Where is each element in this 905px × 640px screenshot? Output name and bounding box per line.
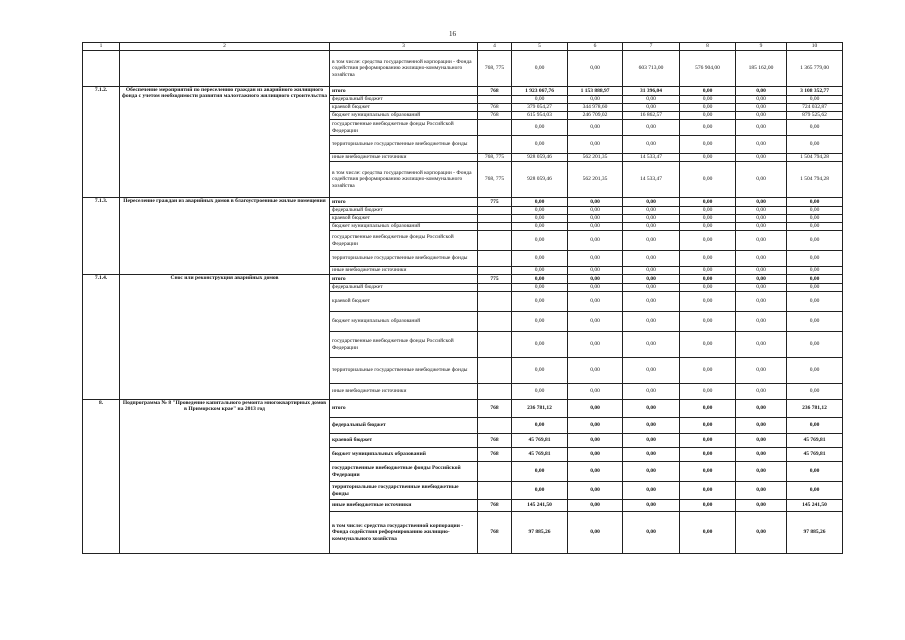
funding-source: краевой бюджет xyxy=(330,434,478,448)
year-value: 562 201,35 xyxy=(568,154,623,162)
grbs-code: 768, 775 xyxy=(478,162,512,198)
section-title: Обеспечение мероприятий по переселению граждан из аварийного жилищного фонда с учетом необходимости развития малоэтажного жилищного строительства xyxy=(120,87,330,198)
year-value: 0,00 xyxy=(568,267,623,275)
year-value: 0,00 xyxy=(568,312,623,332)
funding-source: иные внебюджетные источники xyxy=(330,267,478,275)
year-value: 0,00 xyxy=(736,223,787,231)
grbs-code xyxy=(478,284,512,292)
section-number: 7.1.4. xyxy=(83,275,120,400)
year-value: 562 201,35 xyxy=(568,162,623,198)
table-row xyxy=(83,400,843,418)
funding-source: краевой бюджет xyxy=(330,215,478,223)
table-row xyxy=(83,51,843,87)
funding-source: краевой бюджет xyxy=(330,292,478,312)
section-title xyxy=(120,51,330,87)
funding-source: бюджет муниципальных образований xyxy=(330,448,478,462)
grbs-code xyxy=(478,96,512,104)
year-value: 0,00 xyxy=(680,284,736,292)
year-value: 0,00 xyxy=(680,136,736,154)
year-value: 0,00 xyxy=(512,284,568,292)
total-value: 45 769,81 xyxy=(787,434,843,448)
section-number: 7.1.2. xyxy=(83,87,120,198)
funding-source: федеральный бюджет xyxy=(330,284,478,292)
year-value: 0,00 xyxy=(568,384,623,400)
year-value: 0,00 xyxy=(736,104,787,112)
year-value: 0,00 xyxy=(680,96,736,104)
year-value: 0,00 xyxy=(736,482,787,500)
year-value: 0,00 xyxy=(736,251,787,267)
year-value: 0,00 xyxy=(568,96,623,104)
year-value: 0,00 xyxy=(623,448,680,462)
year-value: 0,00 xyxy=(512,51,568,87)
year-value: 0,00 xyxy=(736,384,787,400)
total-value: 0,00 xyxy=(787,267,843,275)
year-value: 0,00 xyxy=(736,462,787,482)
year-value: 0,00 xyxy=(568,275,623,284)
year-value: 0,00 xyxy=(680,112,736,120)
year-value: 0,00 xyxy=(680,231,736,251)
grbs-code xyxy=(478,332,512,358)
year-value: 97 885,26 xyxy=(512,512,568,554)
section-number: 7.1.3. xyxy=(83,198,120,275)
year-value: 0,00 xyxy=(623,418,680,434)
year-value: 0,00 xyxy=(623,358,680,384)
year-value: 0,00 xyxy=(512,332,568,358)
total-value: 145 241,50 xyxy=(787,500,843,512)
year-value: 0,00 xyxy=(736,512,787,554)
table-row xyxy=(83,198,843,207)
year-value: 0,00 xyxy=(680,251,736,267)
grbs-code: 775 xyxy=(478,198,512,207)
total-value: 0,00 xyxy=(787,312,843,332)
funding-source: федеральный бюджет xyxy=(330,207,478,215)
total-value: 879 525,62 xyxy=(787,112,843,120)
year-value: 0,00 xyxy=(623,462,680,482)
grbs-code xyxy=(478,251,512,267)
year-value: 0,00 xyxy=(568,418,623,434)
year-value: 0,00 xyxy=(512,482,568,500)
year-value: 16 862,57 xyxy=(623,112,680,120)
funding-source: в том числе: средства государственной корпорации - Фонда содействия реформированию жилищно-коммунального хозяйства xyxy=(330,51,478,87)
year-value: 0,00 xyxy=(623,384,680,400)
year-value: 0,00 xyxy=(568,462,623,482)
total-value: 0,00 xyxy=(787,223,843,231)
funding-source: иные внебюджетные источники xyxy=(330,384,478,400)
year-value: 0,00 xyxy=(736,154,787,162)
year-value: 0,00 xyxy=(623,104,680,112)
section-title: Снос или реконструкция аварийных домов xyxy=(120,275,330,400)
grbs-code xyxy=(478,358,512,384)
grbs-code xyxy=(478,120,512,136)
year-value: 615 954,03 xyxy=(512,112,568,120)
year-value: 0,00 xyxy=(512,215,568,223)
year-value: 0,00 xyxy=(512,231,568,251)
total-value: 0,00 xyxy=(787,136,843,154)
funding-source: федеральный бюджет xyxy=(330,418,478,434)
year-value: 0,00 xyxy=(512,223,568,231)
year-value: 0,00 xyxy=(512,312,568,332)
year-value: 0,00 xyxy=(623,434,680,448)
grbs-code xyxy=(478,267,512,275)
year-value: 0,00 xyxy=(736,312,787,332)
column-header: 3 xyxy=(330,43,478,51)
total-value: 0,00 xyxy=(787,482,843,500)
column-header: 10 xyxy=(787,43,843,51)
year-value: 0,00 xyxy=(568,512,623,554)
total-value: 3 108 352,77 xyxy=(787,87,843,96)
year-value: 0,00 xyxy=(568,207,623,215)
year-value: 1 923 067,76 xyxy=(512,87,568,96)
section-number xyxy=(83,51,120,87)
grbs-code: 768 xyxy=(478,104,512,112)
year-value: 0,00 xyxy=(568,482,623,500)
year-value: 0,00 xyxy=(680,434,736,448)
year-value: 0,00 xyxy=(736,112,787,120)
year-value: 928 059,46 xyxy=(512,154,568,162)
year-value: 0,00 xyxy=(736,198,787,207)
grbs-code: 768 xyxy=(478,400,512,418)
year-value: 0,00 xyxy=(680,275,736,284)
column-header: 8 xyxy=(680,43,736,51)
grbs-code xyxy=(478,292,512,312)
column-header: 6 xyxy=(568,43,623,51)
year-value: 0,00 xyxy=(512,418,568,434)
section-title: Подпрограмма № 8 "Проведение капитального ремонта многоквартирных домов в Приморском крае" на 2013 год xyxy=(120,400,330,554)
year-value: 0,00 xyxy=(568,215,623,223)
year-value: 0,00 xyxy=(736,332,787,358)
year-value: 0,00 xyxy=(680,500,736,512)
year-value: 31 396,04 xyxy=(623,87,680,96)
year-value: 0,00 xyxy=(680,358,736,384)
funding-source: иные внебюджетные источники xyxy=(330,500,478,512)
year-value: 0,00 xyxy=(568,120,623,136)
grbs-code: 768 xyxy=(478,434,512,448)
year-value: 0,00 xyxy=(623,292,680,312)
grbs-code xyxy=(478,384,512,400)
total-value: 97 885,26 xyxy=(787,512,843,554)
year-value: 0,00 xyxy=(512,251,568,267)
year-value: 0,00 xyxy=(623,207,680,215)
total-value: 0,00 xyxy=(787,251,843,267)
grbs-code xyxy=(478,223,512,231)
funding-source: государственные внебюджетные фонды Российской Федерации xyxy=(330,462,478,482)
year-value: 0,00 xyxy=(736,231,787,251)
year-value: 0,00 xyxy=(680,87,736,96)
total-value: 724 032,87 xyxy=(787,104,843,112)
year-value: 0,00 xyxy=(736,448,787,462)
year-value: 45 769,81 xyxy=(512,434,568,448)
year-value: 0,00 xyxy=(680,215,736,223)
year-value: 0,00 xyxy=(512,267,568,275)
total-value: 0,00 xyxy=(787,292,843,312)
grbs-code: 768 xyxy=(478,500,512,512)
year-value: 0,00 xyxy=(623,482,680,500)
total-value: 45 769,81 xyxy=(787,448,843,462)
year-value: 0,00 xyxy=(736,207,787,215)
year-value: 0,00 xyxy=(568,500,623,512)
year-value: 0,00 xyxy=(512,292,568,312)
year-value: 0,00 xyxy=(680,292,736,312)
year-value: 0,00 xyxy=(623,136,680,154)
year-value: 0,00 xyxy=(736,292,787,312)
total-value: 0,00 xyxy=(787,462,843,482)
total-value: 1 504 794,28 xyxy=(787,162,843,198)
year-value: 0,00 xyxy=(512,275,568,284)
year-value: 185 162,00 xyxy=(736,51,787,87)
year-value: 14 533,47 xyxy=(623,154,680,162)
grbs-code xyxy=(478,136,512,154)
year-value: 0,00 xyxy=(623,400,680,418)
year-value: 0,00 xyxy=(623,275,680,284)
funding-source: государственные внебюджетные фонды Российской Федерации xyxy=(330,120,478,136)
year-value: 0,00 xyxy=(680,418,736,434)
year-value: 0,00 xyxy=(680,462,736,482)
funding-source: итого xyxy=(330,275,478,284)
funding-source: территориальные государственные внебюджетные фонды xyxy=(330,251,478,267)
year-value: 0,00 xyxy=(623,284,680,292)
year-value: 0,00 xyxy=(623,231,680,251)
funding-source: иные внебюджетные источники xyxy=(330,154,478,162)
year-value: 0,00 xyxy=(512,96,568,104)
year-value: 0,00 xyxy=(623,500,680,512)
year-value: 0,00 xyxy=(623,332,680,358)
year-value: 236 781,12 xyxy=(512,400,568,418)
year-value: 0,00 xyxy=(568,223,623,231)
grbs-code xyxy=(478,462,512,482)
column-header: 7 xyxy=(623,43,680,51)
year-value: 0,00 xyxy=(512,358,568,384)
year-value: 0,00 xyxy=(736,275,787,284)
year-value: 0,00 xyxy=(568,358,623,384)
funding-source: бюджет муниципальных образований xyxy=(330,112,478,120)
total-value: 0,00 xyxy=(787,120,843,136)
grbs-code: 768 xyxy=(478,87,512,96)
year-value: 0,00 xyxy=(623,223,680,231)
year-value: 0,00 xyxy=(680,162,736,198)
year-value: 0,00 xyxy=(623,198,680,207)
grbs-code xyxy=(478,482,512,500)
total-value: 0,00 xyxy=(787,96,843,104)
section-title: Переселение граждан из аварийных домов в благоустроенные жилые помещения xyxy=(120,198,330,275)
column-header: 9 xyxy=(736,43,787,51)
year-value: 379 054,27 xyxy=(512,104,568,112)
funding-source: государственные внебюджетные фонды Российской Федерации xyxy=(330,332,478,358)
year-value: 0,00 xyxy=(680,154,736,162)
year-value: 0,00 xyxy=(736,400,787,418)
year-value: 0,00 xyxy=(736,136,787,154)
total-value: 1 365 779,00 xyxy=(787,51,843,87)
total-value: 0,00 xyxy=(787,231,843,251)
grbs-code xyxy=(478,312,512,332)
year-value: 0,00 xyxy=(680,312,736,332)
year-value: 0,00 xyxy=(736,215,787,223)
year-value: 0,00 xyxy=(736,284,787,292)
funding-source: в том числе: средства государственной корпорации - Фонда содействия реформированию жилищно-коммунального хозяйства xyxy=(330,512,478,554)
year-value: 0,00 xyxy=(568,434,623,448)
year-value: 0,00 xyxy=(736,87,787,96)
funding-source: территориальные государственные внебюджетные фонды xyxy=(330,136,478,154)
funding-source: федеральный бюджет xyxy=(330,96,478,104)
budget-table xyxy=(82,42,843,554)
year-value: 0,00 xyxy=(680,207,736,215)
year-value: 0,00 xyxy=(568,51,623,87)
grbs-code xyxy=(478,418,512,434)
year-value: 0,00 xyxy=(623,96,680,104)
year-value: 0,00 xyxy=(623,267,680,275)
year-value: 0,00 xyxy=(623,312,680,332)
funding-source: бюджет муниципальных образований xyxy=(330,223,478,231)
table-row xyxy=(83,275,843,284)
total-value: 0,00 xyxy=(787,207,843,215)
year-value: 0,00 xyxy=(736,434,787,448)
grbs-code: 775 xyxy=(478,275,512,284)
year-value: 45 769,81 xyxy=(512,448,568,462)
grbs-code: 768, 775 xyxy=(478,51,512,87)
year-value: 0,00 xyxy=(680,448,736,462)
total-value: 0,00 xyxy=(787,358,843,384)
total-value: 0,00 xyxy=(787,215,843,223)
year-value: 0,00 xyxy=(680,400,736,418)
year-value: 0,00 xyxy=(568,231,623,251)
total-value: 1 504 794,28 xyxy=(787,154,843,162)
year-value: 0,00 xyxy=(623,120,680,136)
year-value: 576 904,00 xyxy=(680,51,736,87)
total-value: 0,00 xyxy=(787,198,843,207)
total-value: 0,00 xyxy=(787,418,843,434)
funding-source: итого xyxy=(330,87,478,96)
year-value: 0,00 xyxy=(736,267,787,275)
year-value: 0,00 xyxy=(736,418,787,434)
total-value: 0,00 xyxy=(787,275,843,284)
header-row xyxy=(83,43,843,51)
year-value: 14 533,47 xyxy=(623,162,680,198)
funding-source: территориальные государственные внебюджетные фонды xyxy=(330,358,478,384)
year-value: 0,00 xyxy=(512,207,568,215)
year-value: 0,00 xyxy=(568,284,623,292)
year-value: 145 241,50 xyxy=(512,500,568,512)
grbs-code: 768 xyxy=(478,512,512,554)
funding-source: краевой бюджет xyxy=(330,104,478,112)
year-value: 0,00 xyxy=(680,104,736,112)
grbs-code: 768 xyxy=(478,112,512,120)
year-value: 0,00 xyxy=(512,198,568,207)
year-value: 0,00 xyxy=(512,384,568,400)
grbs-code: 768, 775 xyxy=(478,154,512,162)
year-value: 0,00 xyxy=(736,500,787,512)
funding-source: территориальные государственные внебюджетные фонды xyxy=(330,482,478,500)
year-value: 246 709,02 xyxy=(568,112,623,120)
funding-source: бюджет муниципальных образований xyxy=(330,312,478,332)
table-row xyxy=(83,87,843,96)
funding-source: в том числе: средства государственной корпорации - Фонда содействия реформированию жилищно-коммунального хозяйства xyxy=(330,162,478,198)
page-number: 16 xyxy=(449,30,456,38)
year-value: 0,00 xyxy=(680,223,736,231)
year-value: 0,00 xyxy=(680,482,736,500)
year-value: 0,00 xyxy=(680,332,736,358)
year-value: 0,00 xyxy=(568,251,623,267)
year-value: 1 153 888,97 xyxy=(568,87,623,96)
year-value: 0,00 xyxy=(736,358,787,384)
grbs-code xyxy=(478,207,512,215)
year-value: 0,00 xyxy=(568,332,623,358)
year-value: 0,00 xyxy=(568,292,623,312)
year-value: 0,00 xyxy=(680,198,736,207)
total-value: 236 781,12 xyxy=(787,400,843,418)
year-value: 0,00 xyxy=(568,198,623,207)
year-value: 0,00 xyxy=(512,136,568,154)
table-body xyxy=(83,43,843,554)
year-value: 0,00 xyxy=(623,215,680,223)
year-value: 0,00 xyxy=(680,512,736,554)
year-value: 0,00 xyxy=(623,512,680,554)
year-value: 0,00 xyxy=(568,448,623,462)
year-value: 0,00 xyxy=(736,162,787,198)
year-value: 0,00 xyxy=(680,384,736,400)
funding-source: государственные внебюджетные фонды Российской Федерации xyxy=(330,231,478,251)
column-header: 2 xyxy=(120,43,330,51)
column-header: 4 xyxy=(478,43,512,51)
grbs-code xyxy=(478,231,512,251)
year-value: 344 978,60 xyxy=(568,104,623,112)
year-value: 0,00 xyxy=(736,120,787,136)
year-value: 0,00 xyxy=(568,136,623,154)
year-value: 603 713,00 xyxy=(623,51,680,87)
year-value: 0,00 xyxy=(512,120,568,136)
year-value: 0,00 xyxy=(568,400,623,418)
year-value: 0,00 xyxy=(623,251,680,267)
funding-source: итого xyxy=(330,400,478,418)
year-value: 0,00 xyxy=(512,462,568,482)
column-header: 1 xyxy=(83,43,120,51)
total-value: 0,00 xyxy=(787,384,843,400)
year-value: 928 059,46 xyxy=(512,162,568,198)
total-value: 0,00 xyxy=(787,284,843,292)
year-value: 0,00 xyxy=(736,96,787,104)
column-header: 5 xyxy=(512,43,568,51)
total-value: 0,00 xyxy=(787,332,843,358)
grbs-code: 768 xyxy=(478,448,512,462)
section-number: 8. xyxy=(83,400,120,554)
year-value: 0,00 xyxy=(680,267,736,275)
grbs-code xyxy=(478,215,512,223)
funding-source: итого xyxy=(330,198,478,207)
year-value: 0,00 xyxy=(680,120,736,136)
